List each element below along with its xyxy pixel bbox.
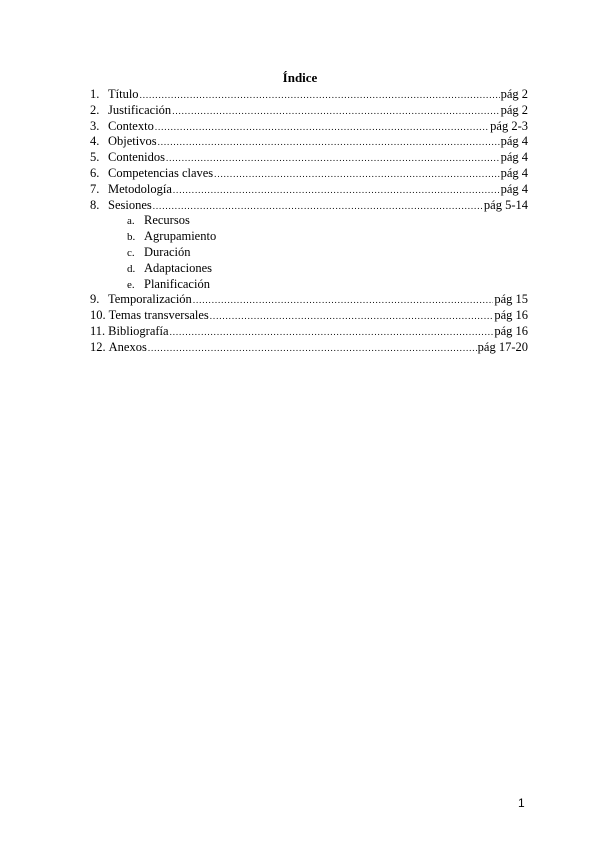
toc-entry-number: 11. (90, 323, 106, 338)
dot-leader (148, 341, 477, 357)
toc-entry-number: 12. (90, 339, 106, 354)
toc-entry-number: 7. (90, 181, 100, 196)
dot-leader (172, 104, 499, 120)
dot-leader (153, 199, 483, 215)
toc-entry-sesiones[interactable] (90, 198, 528, 214)
toc-entry-number: 1. (90, 87, 100, 101)
toc-entry-label: Anexos (108, 339, 147, 354)
toc-entry-label: Sesiones (108, 197, 152, 212)
toc-entry-number: 6. (90, 165, 100, 180)
toc-entry-temas-transversales[interactable] (90, 308, 528, 324)
toc-subentry-duracion[interactable] (90, 245, 528, 261)
toc-entry-titulo[interactable] (90, 87, 528, 103)
toc-subentry-planificacion[interactable] (90, 277, 528, 293)
toc-entry-label: Metodología (108, 181, 172, 196)
dot-leader (166, 151, 500, 167)
dot-leader (193, 293, 494, 309)
toc-subentry-letter: e. (127, 278, 135, 291)
page-number: 1 (518, 796, 525, 810)
toc-entry-contenidos[interactable] (90, 150, 528, 166)
toc-entry-number: 4. (90, 134, 100, 149)
toc-entry-label: Competencias claves (108, 165, 214, 180)
toc-entry-page: pág 2 (500, 87, 528, 101)
dot-leader (140, 88, 500, 104)
toc-subentry-letter: b. (127, 231, 136, 244)
toc-entry-page: pág 4 (500, 150, 528, 165)
toc-subentry-letter: a. (127, 215, 135, 228)
dot-leader (158, 135, 500, 151)
toc-subentry-letter: d. (127, 262, 136, 275)
page-title: Índice (282, 70, 318, 85)
toc-entry-label: Bibliografía (108, 323, 169, 338)
toc-entry-label: Contenidos (108, 150, 165, 165)
toc-entry-anexos[interactable] (90, 340, 528, 356)
toc-entry-page: pág 16 (494, 323, 528, 338)
toc-entry-temporalizacion[interactable] (90, 292, 528, 308)
toc-entry-page: pág 16 (494, 308, 528, 323)
toc-entry-metodologia[interactable] (90, 182, 528, 198)
toc-subentry-label: Adaptaciones (144, 260, 213, 275)
toc-entry-number: 3. (90, 118, 100, 133)
toc-subentry-letter: c. (127, 246, 135, 259)
toc-entry-justificacion[interactable] (90, 103, 528, 119)
toc-entry-number: 8. (90, 197, 100, 212)
toc-entry-label: Título (108, 87, 139, 101)
toc-entry-label: Temporalización (108, 292, 192, 307)
toc-subentry-label: Recursos (144, 213, 190, 228)
toc-entry-number: 9. (90, 292, 100, 307)
toc-entry-number: 10. (90, 308, 106, 323)
toc-entry-number: 2. (90, 102, 100, 117)
toc-entry-label: Justificación (108, 102, 172, 117)
toc-entry-page: pág 4 (500, 165, 528, 180)
toc-entry-label: Temas transversales (108, 308, 209, 323)
dot-leader (173, 183, 500, 199)
dot-leader (214, 167, 499, 183)
toc-entry-label: Contexto (108, 118, 154, 133)
toc-entry-contexto[interactable] (90, 119, 528, 135)
toc-subentry-label: Planificación (144, 276, 210, 291)
toc-entry-page: pág 4 (500, 181, 528, 196)
dot-leader (170, 325, 494, 341)
toc-entry-page: pág 5-14 (483, 197, 528, 212)
toc-entry-label: Objetivos (108, 134, 157, 149)
toc-entry-objetivos[interactable] (90, 134, 528, 150)
toc-entry-bibliografia[interactable] (90, 324, 528, 340)
toc-subentry-adaptaciones[interactable] (90, 261, 528, 277)
dot-leader (210, 309, 494, 325)
toc-entry-page: pág 2-3 (490, 118, 528, 133)
toc-subentry-label: Duración (144, 244, 191, 259)
toc-subentry-agrupamiento[interactable] (90, 229, 528, 245)
toc-entry-number: 5. (90, 150, 100, 165)
toc-entry-competencias[interactable] (90, 166, 528, 182)
dot-leader (155, 120, 489, 136)
toc-entry-page: pág 15 (494, 292, 528, 307)
toc-subentry-label: Agrupamiento (144, 229, 217, 244)
table-of-contents (90, 87, 528, 356)
toc-entry-page: pág 17-20 (477, 339, 528, 354)
toc-entry-page: pág 4 (500, 134, 528, 149)
toc-subentry-recursos[interactable] (90, 213, 528, 229)
toc-entry-page: pág 2 (500, 102, 528, 117)
